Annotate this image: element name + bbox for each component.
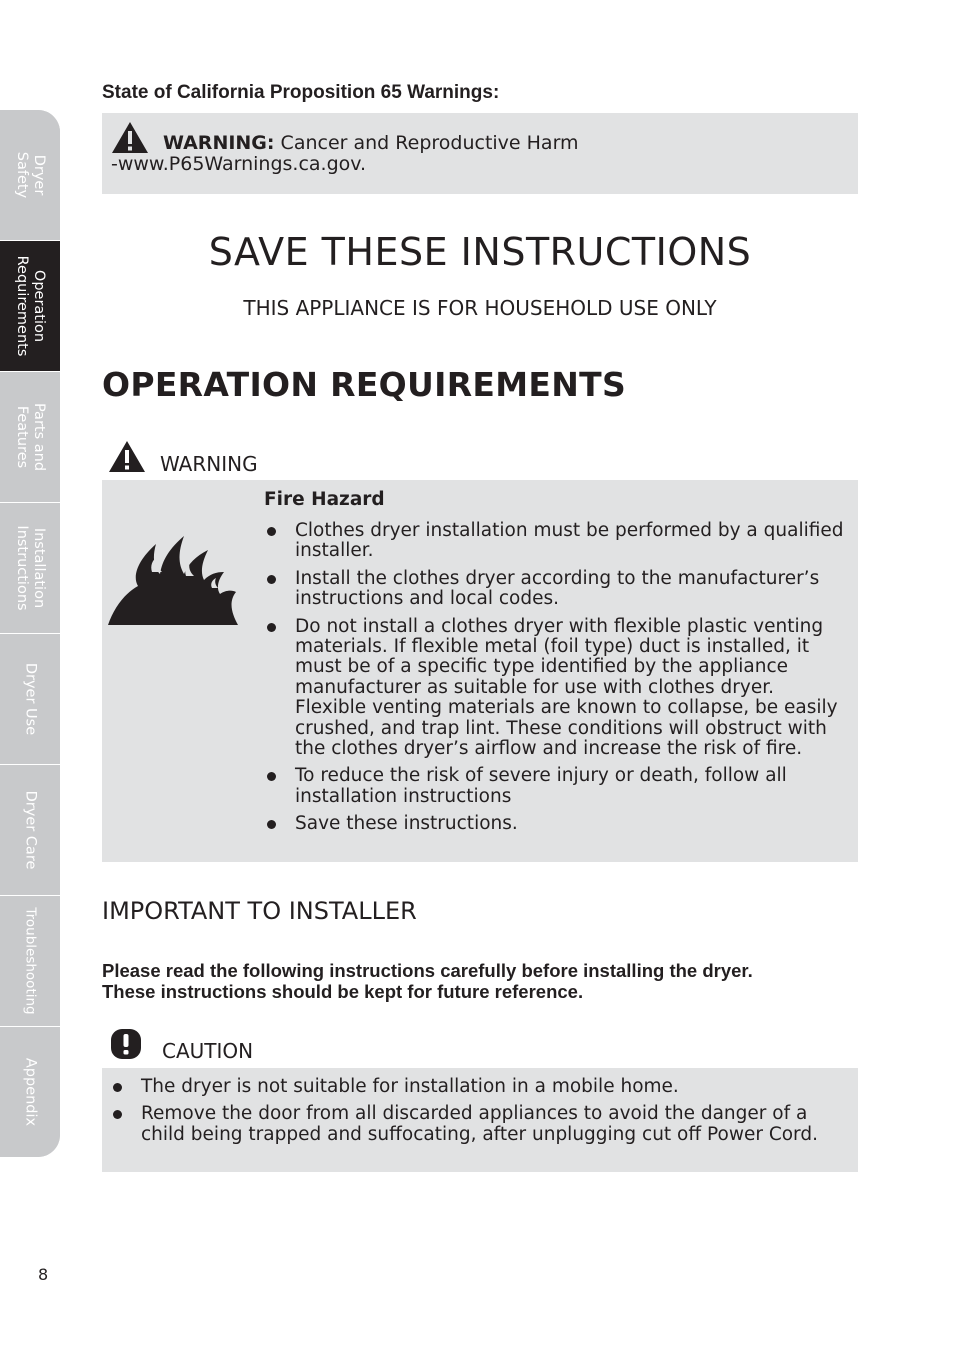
side-tab-label: Appendix: [22, 1057, 39, 1127]
side-tab-label: Dryer Care: [22, 790, 39, 870]
side-tab-installation-instructions[interactable]: [0, 503, 60, 634]
side-tab-dryer-use[interactable]: [0, 634, 60, 765]
side-tab-troubleshooting[interactable]: [0, 896, 60, 1027]
side-tab-operation-requirements[interactable]: [0, 241, 60, 372]
installer-note: [102, 960, 858, 1002]
list-item: To reduce the risk of severe injury or death, follow all installation instructions: [264, 766, 844, 807]
list-item: Install the clothes dryer according to the manufacturer’s instructions and local codes.: [264, 569, 844, 610]
list-item: Save these instructions.: [264, 814, 844, 834]
side-tab-dryer-safety[interactable]: [0, 110, 60, 241]
side-tab-appendix[interactable]: [0, 1027, 60, 1157]
prop65-line1: Cancer and Reproductive Harm: [274, 132, 579, 154]
prop65-warning-label: WARNING:: [163, 132, 275, 154]
side-tab-label: Dryer Safety: [14, 151, 47, 199]
side-tab-label: Operation Requirements: [14, 255, 47, 357]
side-tab-label: Troubleshooting: [22, 907, 39, 1015]
side-tab-label: Installation Instructions: [14, 525, 47, 611]
installer-note-line2: These instructions should be kept for future reference.: [102, 981, 584, 1002]
prop65-warning-box: [102, 113, 858, 194]
side-tab-label: Dryer Use: [22, 662, 39, 736]
side-tab-strip: [0, 110, 60, 1157]
warning-triangle-icon: [108, 440, 146, 473]
save-instructions-title: SAVE THESE INSTRUCTIONS: [208, 230, 752, 274]
page-title: OPERATION REQUIREMENTS: [102, 365, 627, 404]
side-tab-dryer-care[interactable]: [0, 765, 60, 896]
prop65-heading: State of California Proposition 65 Warnings:: [102, 82, 500, 103]
prop65-text: [111, 133, 831, 175]
fire-icon: [108, 532, 238, 627]
fire-hazard-title: Fire Hazard: [264, 489, 385, 510]
list-item: Clothes dryer installation must be performed by a qualified installer.: [264, 521, 844, 562]
side-tab-label: Parts and Features: [14, 402, 47, 472]
warning-label: WARNING: [160, 452, 258, 476]
caution-list: [110, 1077, 840, 1152]
caution-box: [102, 1068, 858, 1172]
list-item: Remove the door from all discarded appliances to avoid the danger of a child being trapped and suffocating, after unplugging cut off Power Cord.: [110, 1104, 840, 1145]
caution-label: CAUTION: [162, 1039, 254, 1063]
installer-heading: IMPORTANT TO INSTALLER: [102, 897, 417, 925]
household-use-notice: THIS APPLIANCE IS FOR HOUSEHOLD USE ONLY: [243, 296, 717, 320]
fire-hazard-list: [264, 521, 844, 842]
caution-exclamation-icon: [110, 1028, 142, 1060]
list-item: Do not install a clothes dryer with flexible plastic venting materials. If flexible metal (foil type) duct is installed, it must be of a specific type identified by the appliance manufacturer as suitable for use with clothes dryer. Flexible venting materials are known to collapse, be easily crushed, and trap lint. These conditions will obstruct with the clothes dryer’s airflow and increase the risk of fire.: [264, 617, 844, 760]
prop65-line2: -www.P65Warnings.ca.gov.: [111, 153, 367, 175]
installer-note-line1: Please read the following instructions carefully before installing the dryer.: [102, 960, 753, 981]
list-item: The dryer is not suitable for installation in a mobile home.: [110, 1077, 840, 1097]
side-tab-parts-and-features[interactable]: [0, 372, 60, 503]
fire-hazard-box: [102, 480, 858, 862]
page-number: 8: [38, 1265, 49, 1284]
